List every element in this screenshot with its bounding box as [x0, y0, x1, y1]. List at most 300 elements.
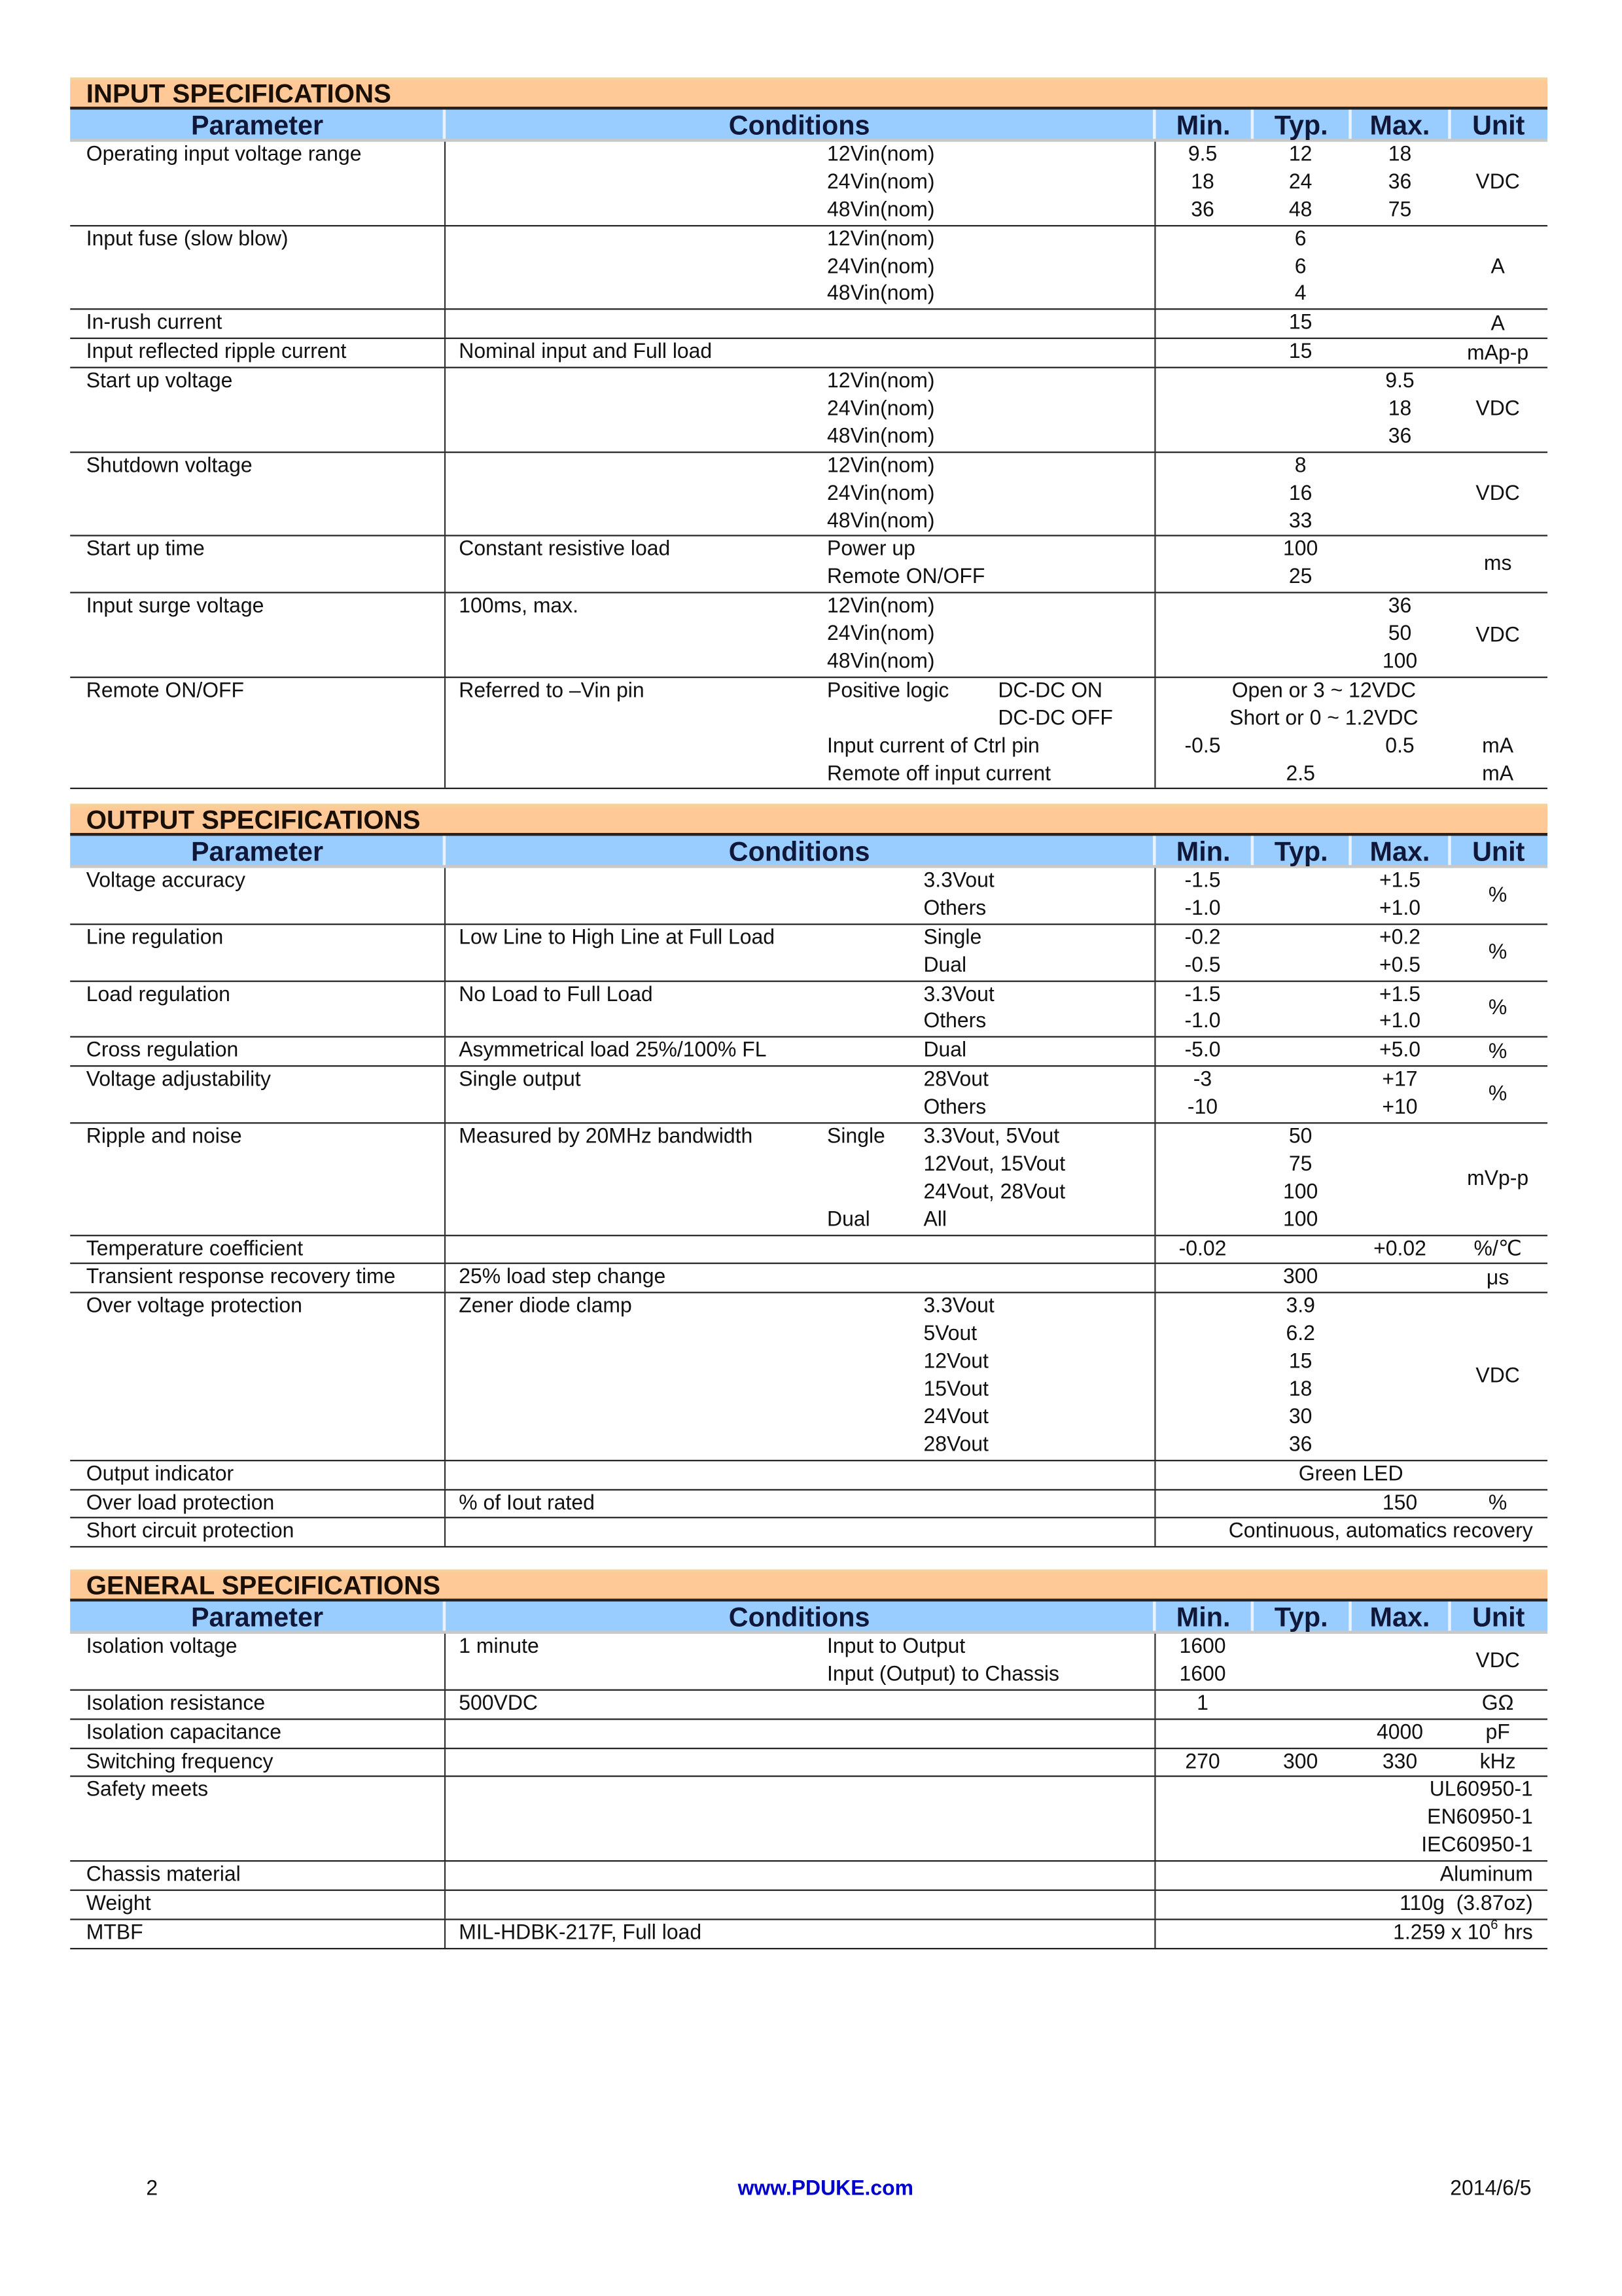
- parameter-name: MTBF: [86, 1921, 143, 1945]
- condition-text: Input to Output: [827, 1635, 966, 1659]
- condition-text: 24Vin(nom): [827, 482, 935, 506]
- typ-value: 4: [1294, 283, 1307, 306]
- typ-value: 3.9: [1286, 1295, 1315, 1319]
- column-header-parameter: Parameter: [190, 1601, 324, 1633]
- condition-text: Low Line to High Line at Full Load: [459, 926, 775, 950]
- spec-row: [70, 537, 1547, 594]
- parameter-name: Start up time: [86, 538, 205, 562]
- column-separator: [1448, 836, 1451, 865]
- parameter-name: Line regulation: [86, 926, 224, 950]
- spec-line: [70, 254, 1547, 281]
- typ-value: 2.5: [1286, 762, 1315, 786]
- condition-text: 24Vin(nom): [827, 171, 935, 194]
- page-number: 2: [146, 2177, 158, 2201]
- condition-text: 48Vin(nom): [827, 650, 935, 674]
- max-value: 75: [1388, 198, 1412, 222]
- max-value: +1.0: [1379, 897, 1421, 921]
- spanned-value-suffix: hrs: [1498, 1921, 1533, 1945]
- column-header-unit: Unit: [1472, 109, 1525, 141]
- parameter-name: Isolation voltage: [86, 1635, 238, 1659]
- column-separator: [1349, 836, 1351, 865]
- condition-text: Power up: [827, 538, 915, 562]
- typ-value: 15: [1288, 311, 1313, 336]
- spec-line: [70, 281, 1547, 309]
- unit-value: kHz: [1479, 1750, 1516, 1775]
- spec-line: [70, 508, 1547, 535]
- spec-row: [70, 1123, 1547, 1235]
- min-value: 1600: [1179, 1663, 1226, 1686]
- condition-text: Others: [923, 1096, 987, 1120]
- spec-row: [70, 1778, 1547, 1862]
- typ-value: 100: [1282, 538, 1318, 562]
- exponent: 6: [1490, 1916, 1498, 1932]
- condition-text: 500VDC: [459, 1691, 538, 1716]
- condition-text: Nominal input and Full load: [459, 340, 713, 364]
- spanned-value: [1427, 1805, 1533, 1833]
- unit-value: VDC: [1475, 1650, 1520, 1673]
- condition-text: 1 minute: [459, 1635, 539, 1659]
- condition-text: Zener diode clamp: [459, 1295, 632, 1319]
- website-link[interactable]: www.PDUKE.com: [737, 2177, 914, 2201]
- spanned-value-text: 110g (3.87oz): [1400, 1892, 1533, 1916]
- typ-value: 12: [1288, 143, 1313, 167]
- min-value: -3: [1193, 1069, 1212, 1092]
- spec-row: [70, 1067, 1547, 1124]
- unit-value: A: [1490, 312, 1505, 336]
- max-value: +1.0: [1379, 1010, 1421, 1034]
- unit-value: %: [1488, 1083, 1507, 1106]
- typ-value: 300: [1282, 1266, 1318, 1290]
- condition-text: 100ms, max.: [459, 595, 579, 619]
- column-separator: [1349, 109, 1351, 139]
- spec-line: [70, 396, 1547, 423]
- spec-line: [70, 761, 1547, 788]
- spec-row: [70, 453, 1547, 537]
- column-separator: [443, 836, 446, 865]
- min-value: -1.5: [1184, 983, 1221, 1006]
- parameter-name: Isolation resistance: [86, 1691, 266, 1716]
- condition-text: 12Vin(nom): [827, 454, 935, 478]
- condition-text: 24Vin(nom): [827, 622, 935, 646]
- typ-value: 18: [1288, 1378, 1313, 1402]
- max-value: 330: [1382, 1750, 1418, 1774]
- spec-line: [70, 593, 1547, 621]
- condition-text: 28Vout: [923, 1433, 989, 1457]
- spanned-value-text: Short or 0 ~ 1.2VDC: [1229, 707, 1419, 731]
- condition-text: Referred to –Vin pin: [459, 679, 644, 703]
- parameter-name: Switching frequency: [86, 1750, 273, 1774]
- spec-row: [70, 1038, 1547, 1067]
- condition-text: No Load to Full Load: [459, 983, 653, 1006]
- spec-row: [70, 340, 1547, 368]
- condition-text: 12Vout, 15Vout: [923, 1152, 1066, 1176]
- parameter-name: Remote ON/OFF: [86, 679, 245, 703]
- parameter-name: Isolation capacitance: [86, 1721, 281, 1744]
- spanned-value: [1421, 1833, 1532, 1860]
- spec-line: [70, 1067, 1547, 1095]
- spec-line: [70, 197, 1547, 224]
- spec-line: [70, 310, 1547, 338]
- spec-line: [70, 1207, 1547, 1234]
- spanned-value-text: UL60950-1: [1429, 1778, 1533, 1803]
- max-value: +0.02: [1373, 1237, 1426, 1261]
- condition-text: Dual: [923, 1039, 967, 1063]
- condition-text: 24Vout, 28Vout: [923, 1180, 1066, 1204]
- max-value: +0.2: [1379, 926, 1421, 950]
- spanned-value: [1393, 1916, 1533, 1947]
- max-value: 4000: [1376, 1721, 1424, 1744]
- spec-line: [70, 340, 1547, 367]
- spec-line: [70, 896, 1547, 923]
- condition-text: Others: [923, 1010, 987, 1034]
- spec-row: [70, 1265, 1547, 1294]
- column-header-typ: Typ.: [1274, 1601, 1328, 1633]
- spec-line: [70, 480, 1547, 508]
- parameter-name: Over voltage protection: [86, 1295, 302, 1319]
- spec-line: [70, 1179, 1547, 1207]
- parameter-name: Over load protection: [86, 1491, 275, 1515]
- spec-line: [70, 1490, 1547, 1517]
- column-header-max: Max.: [1369, 836, 1430, 867]
- max-value: +0.5: [1379, 953, 1421, 978]
- section-title: INPUT SPECIFICATIONS: [70, 77, 1547, 109]
- column-header-max: Max.: [1369, 1601, 1430, 1633]
- parameter-name: In-rush current: [86, 311, 222, 336]
- spec-line: [70, 1265, 1547, 1292]
- spec-row: [70, 1862, 1547, 1891]
- spec-line: [70, 678, 1547, 705]
- min-value: -5.0: [1184, 1039, 1221, 1063]
- unit-value: %: [1488, 1492, 1507, 1516]
- column-separator: [1448, 1602, 1451, 1631]
- typ-value: 36: [1288, 1433, 1313, 1457]
- parameter-name: Short circuit protection: [86, 1520, 294, 1544]
- condition-text: Remote off input current: [827, 762, 1051, 786]
- spec-line: [70, 1748, 1547, 1776]
- spec-line: [70, 868, 1547, 896]
- condition-text: 5Vout: [923, 1322, 978, 1347]
- spanned-value: [1229, 1519, 1533, 1546]
- spanned-value-text: Green LED: [1298, 1462, 1403, 1486]
- output-specifications-section: [70, 804, 1547, 1548]
- document-date: 2014/6/5: [1450, 2177, 1532, 2201]
- spec-line: [70, 1321, 1547, 1349]
- condition-text: Asymmetrical load 25%/100% FL: [459, 1039, 767, 1063]
- condition-text: 12Vout: [923, 1350, 989, 1374]
- parameter-name: Ripple and noise: [86, 1125, 242, 1149]
- column-separator: [1153, 836, 1155, 865]
- condition-text: 12Vin(nom): [827, 143, 935, 167]
- spec-row: [70, 1519, 1547, 1547]
- column-separator: [1349, 1602, 1351, 1631]
- typ-value: 6: [1294, 227, 1307, 251]
- max-value: +1.5: [1379, 869, 1421, 893]
- spec-line: [70, 621, 1547, 648]
- spec-row: [70, 1748, 1547, 1777]
- typ-value: 100: [1282, 1208, 1318, 1231]
- column-separator: [1251, 836, 1254, 865]
- column-header-min: Min.: [1176, 1601, 1231, 1633]
- typ-value: 48: [1288, 198, 1313, 222]
- max-value: 36: [1388, 595, 1412, 619]
- parameter-name: Voltage adjustability: [86, 1069, 272, 1092]
- spec-line: [70, 1519, 1547, 1546]
- typ-value: 15: [1288, 1350, 1313, 1374]
- unit-value: mAp-p: [1467, 341, 1529, 365]
- spec-line: [70, 142, 1547, 169]
- spec-row: [70, 1720, 1547, 1748]
- spanned-value-text: EN60950-1: [1427, 1807, 1533, 1830]
- parameter-name: Load regulation: [86, 983, 230, 1006]
- spec-line: [70, 1123, 1547, 1151]
- spec-row: [70, 1891, 1547, 1920]
- condition-text: 48Vin(nom): [827, 425, 935, 449]
- spanned-value: [1181, 678, 1468, 705]
- spec-row: [70, 1490, 1547, 1519]
- unit-value: VDC: [1475, 623, 1520, 647]
- spec-line: [70, 649, 1547, 677]
- column-separator: [443, 109, 446, 139]
- condition-text: % of Iout rated: [459, 1491, 595, 1515]
- condition-text: Others: [923, 897, 987, 921]
- spec-row: [70, 1690, 1547, 1719]
- typ-value: 100: [1282, 1180, 1318, 1204]
- spanned-value: [1181, 705, 1468, 733]
- max-value: 18: [1388, 397, 1412, 421]
- column-separator: [443, 1602, 446, 1631]
- min-value: 270: [1185, 1750, 1220, 1774]
- spec-line: [70, 1432, 1547, 1459]
- spec-line: [70, 368, 1547, 396]
- typ-value: 25: [1288, 566, 1313, 590]
- parameter-name: Temperature coefficient: [86, 1237, 304, 1261]
- column-header-unit: Unit: [1472, 1601, 1525, 1633]
- spec-line: [70, 1294, 1547, 1321]
- spanned-value: [1154, 1461, 1547, 1489]
- condition-text: 12Vin(nom): [827, 595, 935, 619]
- condition-text: 12Vin(nom): [827, 370, 935, 394]
- typ-value: 6.2: [1286, 1322, 1315, 1347]
- spec-line: [70, 1038, 1547, 1065]
- spec-row: [70, 310, 1547, 339]
- spec-line: [70, 1634, 1547, 1661]
- spanned-value-text: Open or 3 ~ 12VDC: [1231, 679, 1417, 703]
- spec-line: [70, 1349, 1547, 1377]
- spec-line: [70, 565, 1547, 592]
- spec-line: [70, 733, 1547, 760]
- input-specifications-section: [70, 77, 1547, 790]
- spec-row: [70, 368, 1547, 453]
- unit-value: mA: [1482, 762, 1514, 786]
- min-value: -10: [1187, 1096, 1218, 1120]
- column-separator: [1448, 109, 1451, 139]
- unit-value: VDC: [1475, 398, 1520, 422]
- column-separator: [1153, 109, 1155, 139]
- max-value: 100: [1382, 650, 1418, 674]
- spanned-value: [1430, 1778, 1533, 1805]
- section-title: GENERAL SPECIFICATIONS: [70, 1570, 1547, 1602]
- condition-text: 24Vin(nom): [827, 255, 935, 279]
- typ-value: 16: [1288, 482, 1313, 506]
- spec-line: [70, 705, 1547, 733]
- condition-text: DC-DC ON: [998, 679, 1102, 703]
- min-value: 1: [1197, 1691, 1208, 1716]
- parameter-name: Shutdown voltage: [86, 454, 253, 478]
- condition-text: 15Vout: [923, 1378, 989, 1402]
- condition-text: Dual: [827, 1208, 870, 1231]
- max-value: 18: [1388, 143, 1412, 167]
- column-separator: [1251, 109, 1254, 139]
- spec-line: [70, 169, 1547, 197]
- max-value: 0.5: [1385, 734, 1415, 758]
- condition-text: 3.3Vout: [923, 983, 995, 1006]
- unit-value: VDC: [1475, 1364, 1520, 1388]
- min-value: 18: [1191, 171, 1214, 194]
- min-value: -1.5: [1184, 869, 1221, 893]
- typ-value: 50: [1288, 1125, 1313, 1149]
- column-header-min: Min.: [1176, 836, 1231, 867]
- column-header-row: [70, 109, 1547, 141]
- spec-line: [70, 1720, 1547, 1747]
- unit-value: VDC: [1475, 482, 1520, 506]
- typ-value: 75: [1288, 1152, 1313, 1176]
- parameter-name: Input reflected ripple current: [86, 340, 347, 364]
- min-value: -0.5: [1184, 953, 1221, 978]
- condition-text: 12Vin(nom): [827, 227, 935, 251]
- spec-row: [70, 1461, 1547, 1490]
- column-header-row: [70, 1602, 1547, 1634]
- spanned-value-text: 1.259 x 10: [1393, 1921, 1491, 1945]
- parameter-name: Operating input voltage range: [86, 143, 362, 167]
- condition-text: Input (Output) to Chassis: [827, 1663, 1060, 1686]
- parameter-name: Cross regulation: [86, 1039, 239, 1063]
- typ-value: 15: [1288, 340, 1313, 364]
- parameter-name: Input fuse (slow blow): [86, 227, 289, 251]
- condition-text: 3.3Vout: [923, 1295, 995, 1319]
- spec-line: [70, 1862, 1547, 1890]
- condition-text: 3.3Vout, 5Vout: [923, 1125, 1060, 1149]
- unit-value: %: [1488, 1040, 1507, 1064]
- parameter-name: Start up voltage: [86, 370, 233, 394]
- condition-text: 48Vin(nom): [827, 509, 935, 533]
- parameter-name: Input surge voltage: [86, 595, 264, 619]
- condition-text: 25% load step change: [459, 1266, 666, 1290]
- parameter-name: Transient response recovery time: [86, 1266, 396, 1290]
- min-value: 36: [1191, 198, 1214, 222]
- typ-value: 300: [1282, 1750, 1318, 1774]
- condition-text: Single: [923, 926, 982, 950]
- condition-text: MIL-HDBK-217F, Full load: [459, 1921, 702, 1945]
- max-value: 9.5: [1385, 370, 1415, 394]
- min-value: -1.0: [1184, 897, 1221, 921]
- condition-text: 28Vout: [923, 1069, 989, 1092]
- spec-line: [70, 1833, 1547, 1860]
- spanned-value-text: IEC60950-1: [1421, 1834, 1533, 1858]
- unit-value: GΩ: [1481, 1692, 1514, 1716]
- column-header-typ: Typ.: [1274, 109, 1328, 141]
- spec-row: [70, 678, 1547, 790]
- parameter-name: Weight: [86, 1892, 151, 1916]
- spec-line: [70, 1778, 1547, 1805]
- spanned-value-text: Continuous, automatics recovery: [1228, 1520, 1533, 1544]
- spec-line: [70, 1661, 1547, 1689]
- column-separator: [1251, 1602, 1254, 1631]
- column-header-conditions: Conditions: [728, 836, 870, 867]
- unit-value: μs: [1486, 1267, 1509, 1290]
- unit-value: A: [1490, 255, 1505, 279]
- spec-row: [70, 1294, 1547, 1460]
- condition-text: 24Vin(nom): [827, 397, 935, 421]
- condition-text: Input current of Ctrl pin: [827, 734, 1040, 758]
- min-value: -0.5: [1184, 734, 1221, 758]
- condition-text: Single: [827, 1125, 885, 1149]
- max-value: +5.0: [1379, 1039, 1421, 1063]
- spec-line: [70, 1461, 1547, 1489]
- spec-row: [70, 1634, 1547, 1691]
- unit-value: %: [1488, 997, 1507, 1021]
- spec-row: [70, 925, 1547, 981]
- condition-text: Measured by 20MHz bandwidth: [459, 1125, 753, 1149]
- spec-row: [70, 593, 1547, 678]
- spec-line: [70, 952, 1547, 980]
- unit-value: mVp-p: [1467, 1167, 1529, 1191]
- spanned-value: [1400, 1891, 1533, 1918]
- unit-value: VDC: [1475, 171, 1520, 195]
- max-value: 36: [1388, 425, 1412, 449]
- general-specifications-section: [70, 1570, 1547, 1949]
- max-value: +17: [1382, 1069, 1418, 1092]
- section-title: OUTPUT SPECIFICATIONS: [70, 804, 1547, 836]
- condition-text: 24Vout: [923, 1405, 989, 1429]
- condition-text: Positive logic: [827, 679, 949, 703]
- spec-row: [70, 868, 1547, 925]
- spec-line: [70, 981, 1547, 1009]
- spec-line: [70, 1916, 1547, 1947]
- typ-value: 6: [1294, 255, 1307, 279]
- spanned-value-text: Aluminum: [1439, 1863, 1533, 1887]
- unit-value: pF: [1485, 1722, 1510, 1745]
- column-header-max: Max.: [1369, 109, 1430, 141]
- spec-line: [70, 1891, 1547, 1918]
- unit-value: %: [1488, 883, 1507, 908]
- column-header-parameter: Parameter: [190, 109, 324, 141]
- spec-row: [70, 981, 1547, 1038]
- condition-text: 48Vin(nom): [827, 283, 935, 306]
- min-value: -1.0: [1184, 1010, 1221, 1034]
- column-header-unit: Unit: [1472, 836, 1525, 867]
- condition-text: 48Vin(nom): [827, 198, 935, 222]
- typ-value: 33: [1288, 509, 1313, 533]
- max-value: +1.5: [1379, 983, 1421, 1006]
- spec-line: [70, 925, 1547, 952]
- column-header-conditions: Conditions: [728, 109, 870, 141]
- spec-row: [70, 226, 1547, 310]
- condition-text: Constant resistive load: [459, 538, 671, 562]
- column-header-min: Min.: [1176, 109, 1231, 141]
- spec-line: [70, 1009, 1547, 1036]
- condition-text: Single output: [459, 1069, 581, 1092]
- unit-value: mA: [1482, 734, 1514, 758]
- parameter-name: Safety meets: [86, 1778, 209, 1803]
- max-value: 150: [1382, 1491, 1418, 1515]
- typ-value: 8: [1294, 454, 1307, 478]
- spec-line: [70, 1404, 1547, 1432]
- column-header-row: [70, 836, 1547, 868]
- min-value: -0.02: [1178, 1237, 1227, 1261]
- spec-row: [70, 1235, 1547, 1264]
- spec-line: [70, 1805, 1547, 1833]
- unit-value: ms: [1483, 552, 1512, 576]
